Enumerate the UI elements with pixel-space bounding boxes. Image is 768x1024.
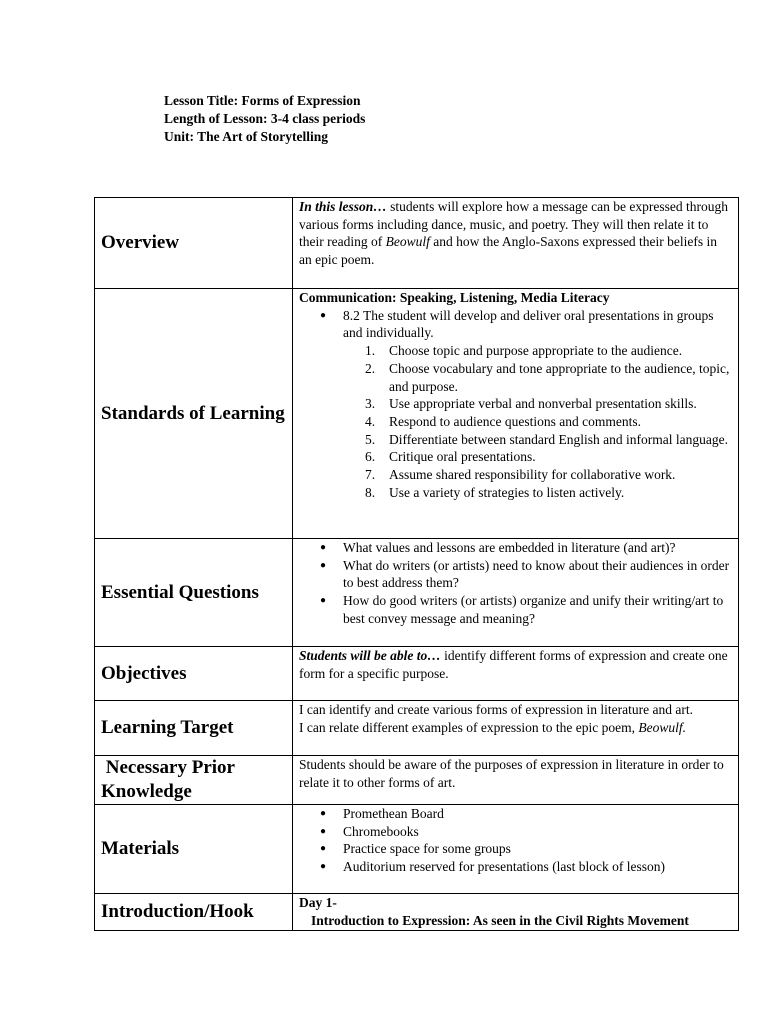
intro-day: Day 1- [299, 895, 337, 910]
row-content-overview [293, 198, 739, 289]
essential-questions-list [299, 539, 733, 628]
learning-target-line-2 [299, 719, 733, 737]
standards-item [365, 484, 733, 502]
standards-item [365, 431, 733, 449]
materials-item: ● Chromebooks [343, 823, 733, 841]
standards-item [365, 360, 733, 395]
standards-bullet-list [299, 307, 733, 342]
standards-item [365, 413, 733, 431]
table-row-essential-questions [95, 539, 739, 647]
row-content-prior-knowledge: Students should be aware of the purposes of expression in literature in order to relate it to other forms of art. [293, 756, 739, 805]
materials-item: ● Auditorium reserved for presentations (last block of lesson) [343, 858, 733, 876]
row-label-essential-questions: Essential Questions [95, 539, 293, 647]
lesson-unit: Unit: The Art of Storytelling [164, 129, 328, 144]
overview-text-a: students will explore how a message can be expressed through various forms including dance, music, and poetry. They will then relate it to their reading of [299, 199, 728, 250]
row-label-objectives: Objectives [95, 647, 293, 701]
standards-item-text: Respond to audience questions and comments. [389, 413, 641, 429]
standards-item [365, 448, 733, 466]
row-label-materials: Materials [95, 805, 293, 894]
learning-target-line-1: I can identify and create various forms of expression in literature and art. [299, 702, 693, 717]
row-label-prior-knowledge: Necessary Prior Knowledge [95, 756, 293, 805]
lesson-title: Lesson Title: Forms of Expression [164, 93, 361, 108]
row-label-learning-target: Learning Target [95, 701, 293, 756]
standards-item-number: 3. [365, 396, 376, 412]
learning-target-line-2-text: I can relate different examples of expression to the epic poem, [299, 719, 639, 735]
row-label-standards: Standards of Learning [95, 289, 293, 539]
table-row-introduction [95, 894, 739, 931]
lesson-header [164, 92, 365, 146]
standards-item-number: 2. [365, 360, 376, 376]
standards-item [365, 395, 733, 413]
row-content-objectives [293, 647, 739, 701]
standards-item [365, 466, 733, 484]
overview-work-title: Beowulf [385, 234, 430, 250]
overview-lead: In this lesson… [299, 199, 387, 214]
standards-item-text: Use a variety of strategies to listen actively. [389, 484, 625, 500]
intro-title: Introduction to Expression: As seen in the Civil Rights Movement [311, 912, 689, 928]
standards-item-text: Choose topic and purpose appropriate to the audience. [389, 343, 683, 359]
row-content-materials [293, 805, 739, 894]
essential-question-item: ● What values and lessons are embedded in literature (and art)? [343, 539, 733, 557]
row-label-overview: Overview [95, 198, 293, 289]
row-label-introduction: Introduction/Hook [95, 894, 293, 931]
row-content-essential-questions [293, 539, 739, 647]
standards-item-text: Choose vocabulary and tone appropriate to the audience, topic, and purpose. [389, 360, 730, 394]
standards-bullet: ● 8.2 The student will develop and deliver oral presentations in groups and individually. [343, 307, 733, 342]
standards-item-number: 5. [365, 431, 376, 447]
essential-question-item: ● How do good writers (or artists) organize and unify their writing/art to best convey message and meaning? [343, 592, 733, 627]
standards-item-number: 1. [365, 343, 376, 359]
essential-question-item: ● What do writers (or artists) need to know about their audiences in order to best address them? [343, 557, 733, 592]
row-content-learning-target [293, 701, 739, 756]
standards-item-text: Differentiate between standard English and informal language. [389, 431, 729, 447]
standards-item-number: 8. [365, 484, 376, 500]
overview-text-b: and how the Anglo-Saxons expressed their beliefs in an epic poem. [299, 234, 718, 268]
table-row-learning-target [95, 701, 739, 756]
standards-item-text: Assume shared responsibility for collaborative work. [389, 467, 676, 483]
lesson-length: Length of Lesson: 3-4 class periods [164, 111, 366, 126]
standards-item-number: 4. [365, 413, 376, 429]
objectives-text: identify different forms of expression and create one form for a specific purpose. [299, 648, 728, 681]
objectives-lead: Students will be able to… [299, 648, 441, 663]
row-content-standards [293, 289, 739, 539]
table-row-objectives [95, 647, 739, 701]
learning-target-work-title: Beowulf. [638, 719, 686, 735]
row-content-introduction [293, 894, 739, 931]
materials-list [299, 805, 733, 876]
standards-item-text: Critique oral presentations. [389, 449, 536, 465]
standards-item-number: 7. [365, 467, 376, 483]
table-row-overview [95, 198, 739, 289]
standards-item [365, 342, 733, 360]
table-row-prior-knowledge [95, 756, 739, 805]
materials-item: ● Promethean Board [343, 805, 733, 823]
standards-numbered-list [299, 342, 733, 501]
standards-item-text: Use appropriate verbal and nonverbal presentation skills. [389, 396, 697, 412]
table-row-materials [95, 805, 739, 894]
standards-heading: Communication: Speaking, Listening, Media Literacy [299, 290, 610, 305]
materials-item: ● Practice space for some groups [343, 840, 733, 858]
standards-item-number: 6. [365, 449, 376, 465]
lesson-plan-table [94, 197, 739, 931]
table-row-standards [95, 289, 739, 539]
